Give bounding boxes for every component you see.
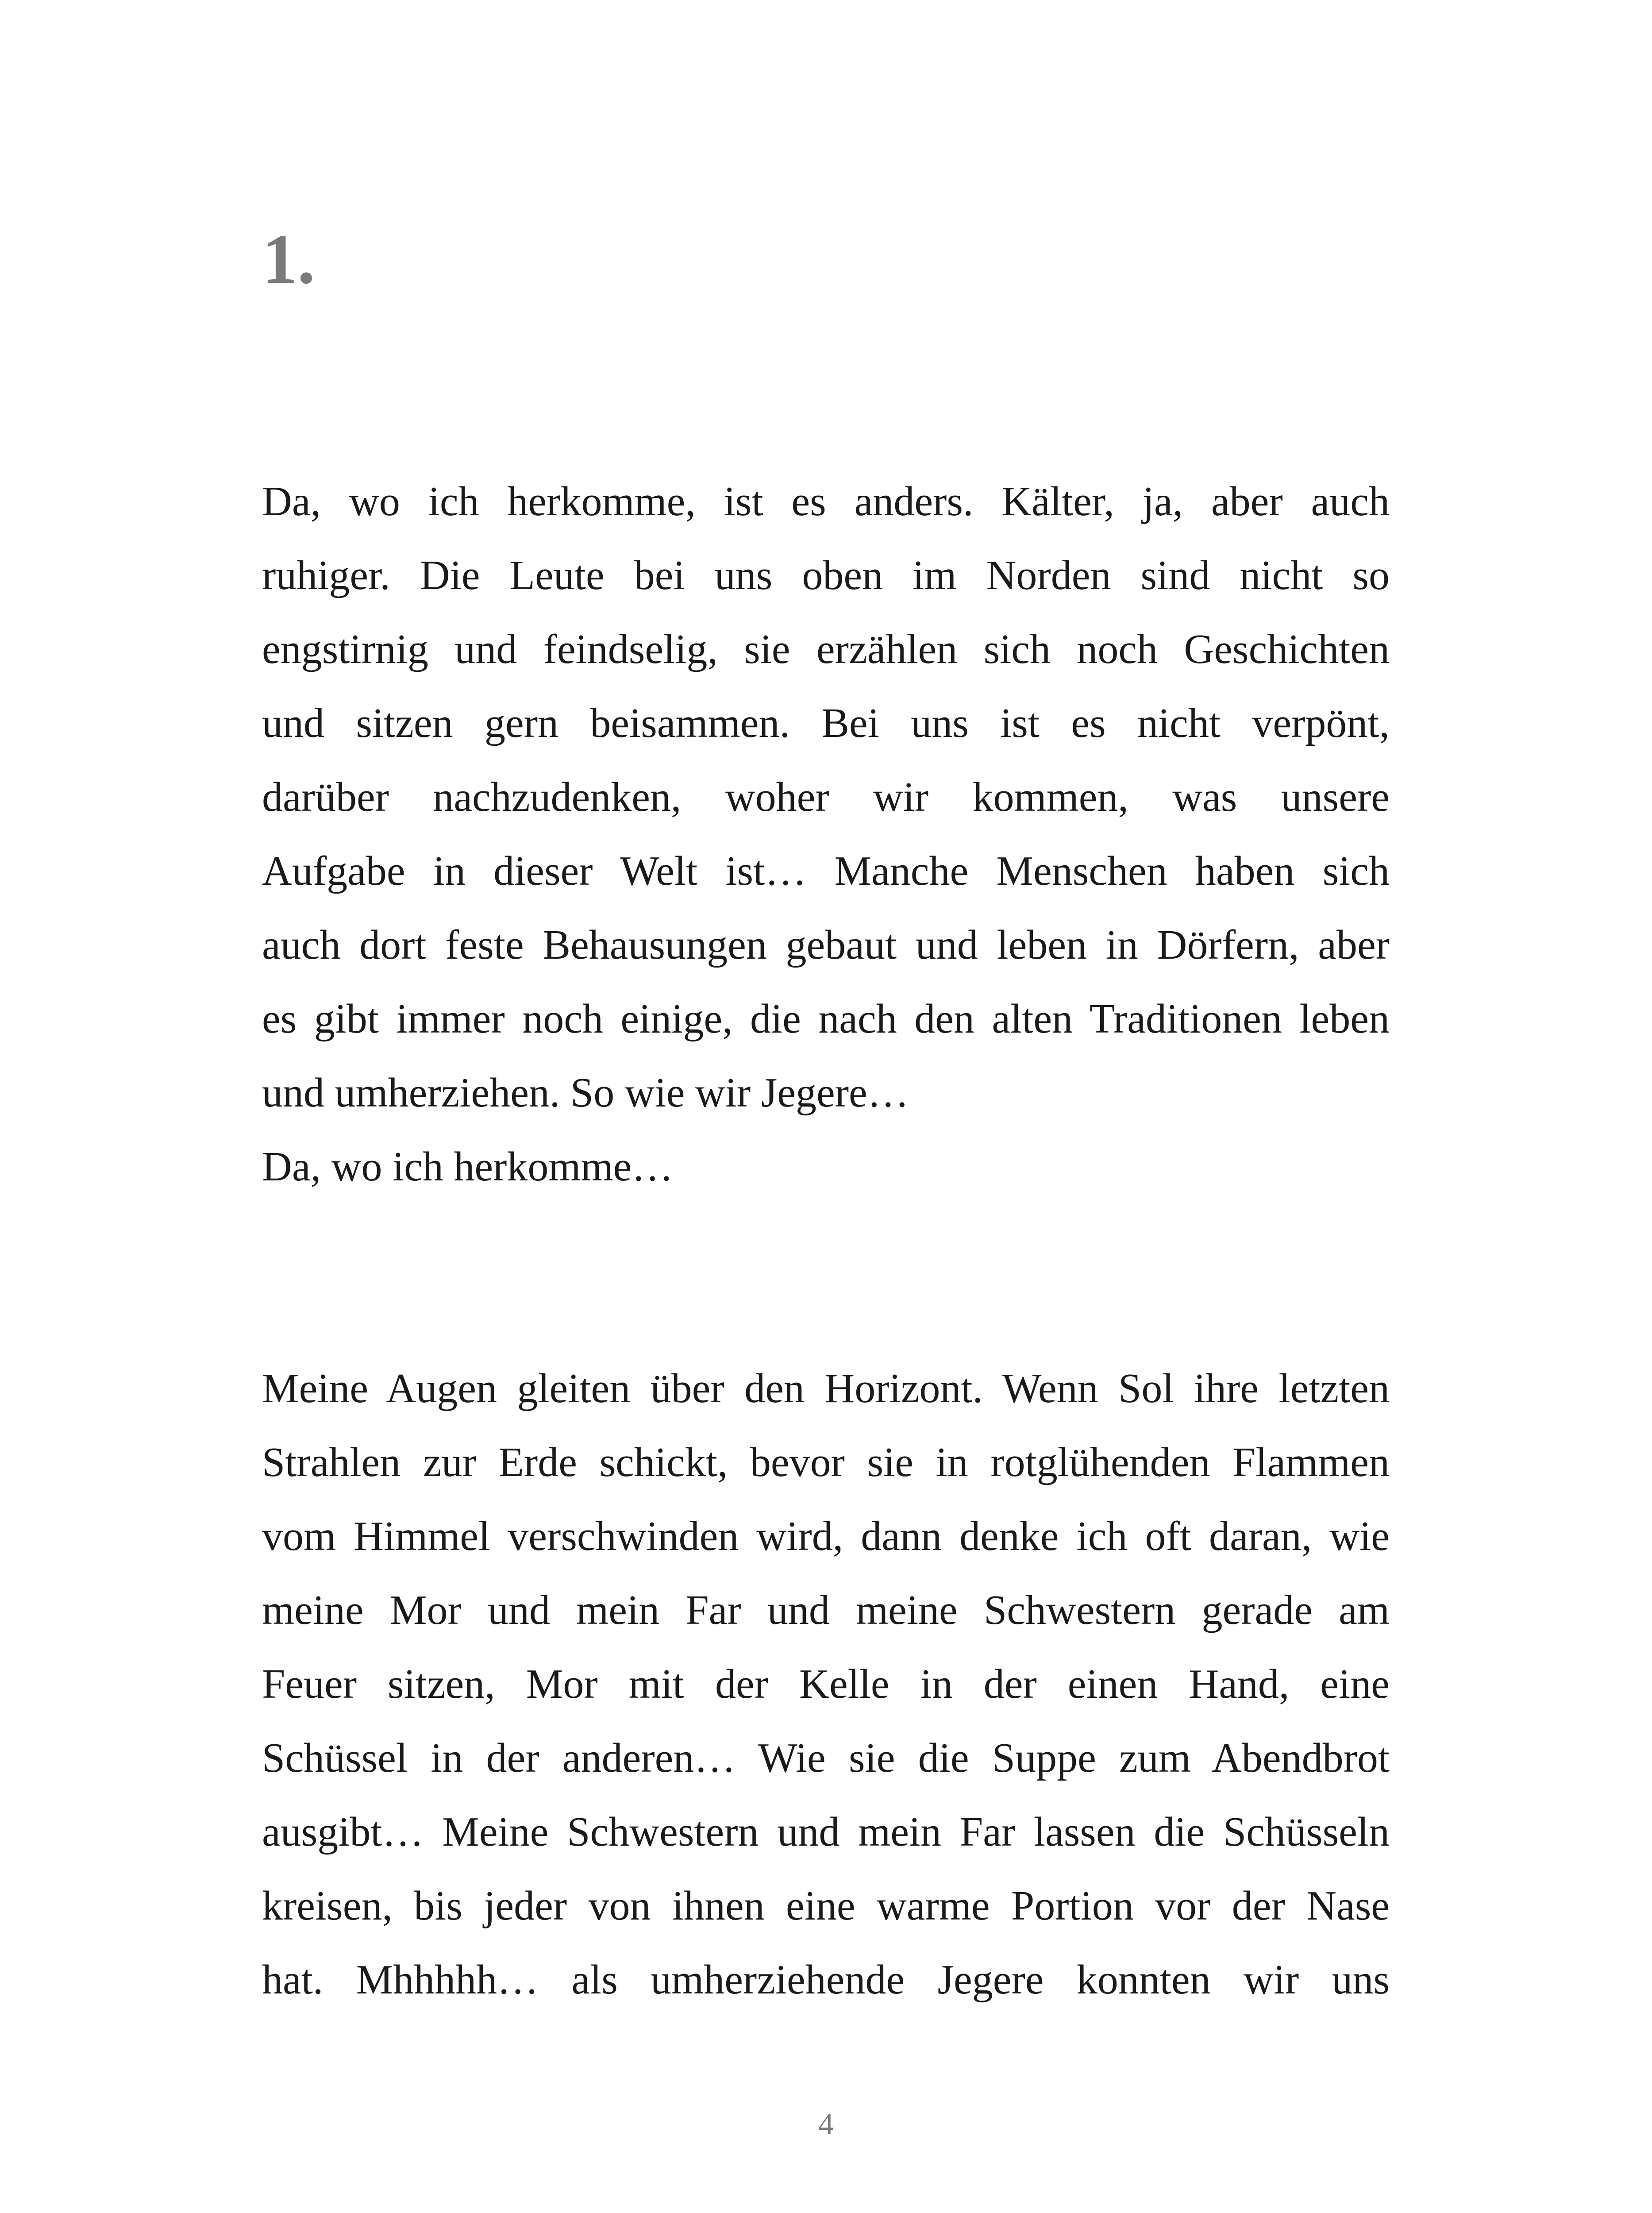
- text-line: Da, wo ich herkomme, ist es anders. Kälter, ja, aber auch: [262, 478, 1390, 524]
- text-line: Meine Augen gleiten über den Horizont. Wenn Sol ihre letzten: [262, 1365, 1390, 1411]
- text-line: Aufgabe in dieser Welt ist… Manche Menschen haben sich: [262, 848, 1390, 894]
- text-line: ausgibt… Meine Schwestern und mein Far lassen die Schüsseln: [262, 1809, 1390, 1855]
- text-line: vom Himmel verschwinden wird, dann denke ich oft daran, wie: [262, 1513, 1390, 1559]
- text-line: Strahlen zur Erde schickt, bevor sie in rotglühenden Flammen: [262, 1439, 1390, 1485]
- paragraph-gap: [262, 1204, 1390, 1352]
- body-text: [262, 465, 1390, 2017]
- text-line: hat. Mhhhhh… als umherziehende Jegere konnten wir uns: [262, 1957, 1390, 2003]
- text-line: es gibt immer noch einige, die nach den alten Traditionen leben: [262, 996, 1390, 1042]
- text-line: Feuer sitzen, Mor mit der Kelle in der einen Hand, eine: [262, 1661, 1390, 1707]
- chapter-number: 1.: [262, 220, 315, 298]
- text-line: Da, wo ich herkomme…: [262, 1144, 674, 1190]
- text-line: ruhiger. Die Leute bei uns oben im Norden sind nicht so: [262, 552, 1390, 598]
- text-line: und umherziehen. So wie wir Jegere…: [262, 1070, 909, 1116]
- text-line: kreisen, bis jeder von ihnen eine warme Portion vor der Nase: [262, 1883, 1390, 1929]
- paragraph: [262, 465, 1390, 1204]
- text-line: darüber nachzudenken, woher wir kommen, was unsere: [262, 774, 1390, 820]
- text-line: auch dort feste Behausungen gebaut und leben in Dörfern, aber: [262, 922, 1390, 968]
- text-line: engstirnig und feindselig, sie erzählen sich noch Geschichten: [262, 626, 1390, 672]
- text-line: und sitzen gern beisammen. Bei uns ist es nicht verpönt,: [262, 700, 1390, 746]
- text-line: Schüssel in der anderen… Wie sie die Suppe zum Abendbrot: [262, 1735, 1390, 1781]
- page-number: 4: [818, 2107, 834, 2141]
- text-line: meine Mor und mein Far und meine Schwestern gerade am: [262, 1587, 1390, 1633]
- paragraph: [262, 1352, 1390, 2017]
